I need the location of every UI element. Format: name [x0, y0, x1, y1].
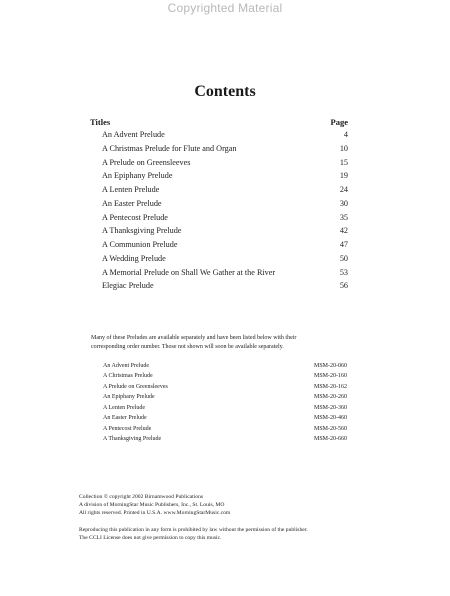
order-item — [103, 404, 347, 414]
toc-entry-title: A Memorial Prelude on Shall We Gather at the River — [102, 267, 276, 277]
toc-entry — [102, 268, 348, 282]
order-item-title: A Thanksgiving Prelude — [103, 436, 162, 443]
order-item-title: A Pentecost Prelude — [103, 425, 152, 432]
copyright-watermark: Copyrighted Material — [167, 1, 283, 15]
legal-line: The CCLI License does not give permission to copy this music. — [79, 535, 222, 541]
toc-entry — [102, 130, 348, 144]
toc-entry — [102, 171, 348, 185]
page-title: Contents — [194, 83, 256, 100]
order-number-list — [103, 362, 347, 446]
order-item-title: A Prelude on Greensleeves — [103, 383, 168, 390]
toc-entry-title: A Lenten Prelude — [102, 185, 160, 194]
toc-entry-title: An Epiphany Prelude — [102, 171, 173, 181]
copyright-line: All rights reserved. Printed in U.S.A. www.MorningStarMusic.com — [79, 510, 231, 516]
copyright-line: Collection © copyright 2002 Birnamwood Publications — [79, 494, 204, 500]
availability-note-line: corresponding order number. Those not shown will soon be available separately. — [91, 344, 284, 350]
toc-entry-title: A Communion Prelude — [102, 240, 178, 249]
order-item — [103, 414, 347, 424]
toc-entry — [102, 213, 348, 227]
toc-entry-title: A Wedding Prelude — [102, 253, 166, 263]
order-item — [103, 435, 347, 445]
toc-entry — [102, 144, 348, 158]
availability-note-line: Many of these Preludes are available separately and have been listed below with their — [91, 335, 297, 341]
toc-entry-page: 53 — [339, 267, 348, 277]
order-item — [103, 362, 347, 372]
toc-entry — [102, 185, 348, 199]
toc-entry — [102, 240, 348, 254]
availability-note — [91, 334, 381, 352]
order-item — [103, 383, 347, 393]
toc-entry-page: 35 — [339, 212, 348, 222]
order-item-code: MSM-20-660 — [313, 436, 347, 443]
order-item — [103, 425, 347, 435]
toc-entry-title: A Pentecost Prelude — [102, 212, 168, 222]
order-item-title: An Advent Prelude — [103, 363, 149, 369]
table-of-contents — [102, 130, 348, 295]
copyright-line: A division of MorningStar Music Publishers, Inc., St. Louis, MO — [79, 502, 225, 508]
order-item-code: MSM-20-060 — [313, 363, 347, 369]
copyright-notice — [79, 493, 379, 517]
toc-entry-page: 24 — [339, 185, 348, 194]
toc-entry — [102, 199, 348, 213]
toc-entry-title: An Easter Prelude — [102, 198, 162, 208]
order-item-title: An Epiphany Prelude — [103, 394, 155, 401]
order-item-title: An Easter Prelude — [103, 415, 147, 422]
order-item-code: MSM-20-560 — [313, 425, 347, 432]
order-item-code: MSM-20-160 — [313, 373, 347, 380]
toc-entry-page: 42 — [339, 226, 348, 236]
toc-entry-page: 15 — [339, 157, 348, 167]
toc-entry-page: 30 — [339, 198, 348, 208]
toc-entry-page: 50 — [339, 253, 348, 263]
toc-entry-title: An Advent Prelude — [102, 130, 165, 139]
toc-entry-page: 47 — [339, 240, 348, 249]
legal-line: Reproducing this publication in any form is prohibited by law without the permission of the publisher. — [79, 527, 308, 533]
toc-entry-title: A Thanksgiving Prelude — [102, 226, 182, 236]
toc-entry — [102, 158, 348, 172]
page-column-header: Page — [330, 117, 348, 127]
order-item-code: MSM-20-460 — [313, 415, 347, 422]
toc-entry-page: 56 — [339, 281, 348, 291]
order-item — [103, 372, 347, 382]
titles-column-header: Titles — [90, 117, 111, 127]
order-item-title: A Lenten Prelude — [103, 404, 145, 411]
order-item-code: MSM-20-260 — [313, 394, 347, 401]
toc-entry-page: 10 — [339, 143, 348, 153]
toc-entry-title: A Christmas Prelude for Flute and Organ — [102, 143, 237, 153]
toc-entry — [102, 254, 348, 268]
toc-entry-title: Elegiac Prelude — [102, 281, 154, 291]
toc-entry — [102, 226, 348, 240]
order-item — [103, 393, 347, 403]
toc-entry-title: A Prelude on Greensleeves — [102, 157, 191, 167]
order-item-code: MSM-20-360 — [313, 404, 347, 411]
order-item-title: A Christmas Prelude — [103, 373, 153, 380]
legal-notice — [79, 526, 399, 542]
toc-entry — [102, 281, 348, 295]
toc-entry-page: 4 — [343, 130, 348, 139]
toc-entry-page: 19 — [339, 171, 348, 181]
order-item-code: MSM-20-162 — [313, 383, 347, 390]
